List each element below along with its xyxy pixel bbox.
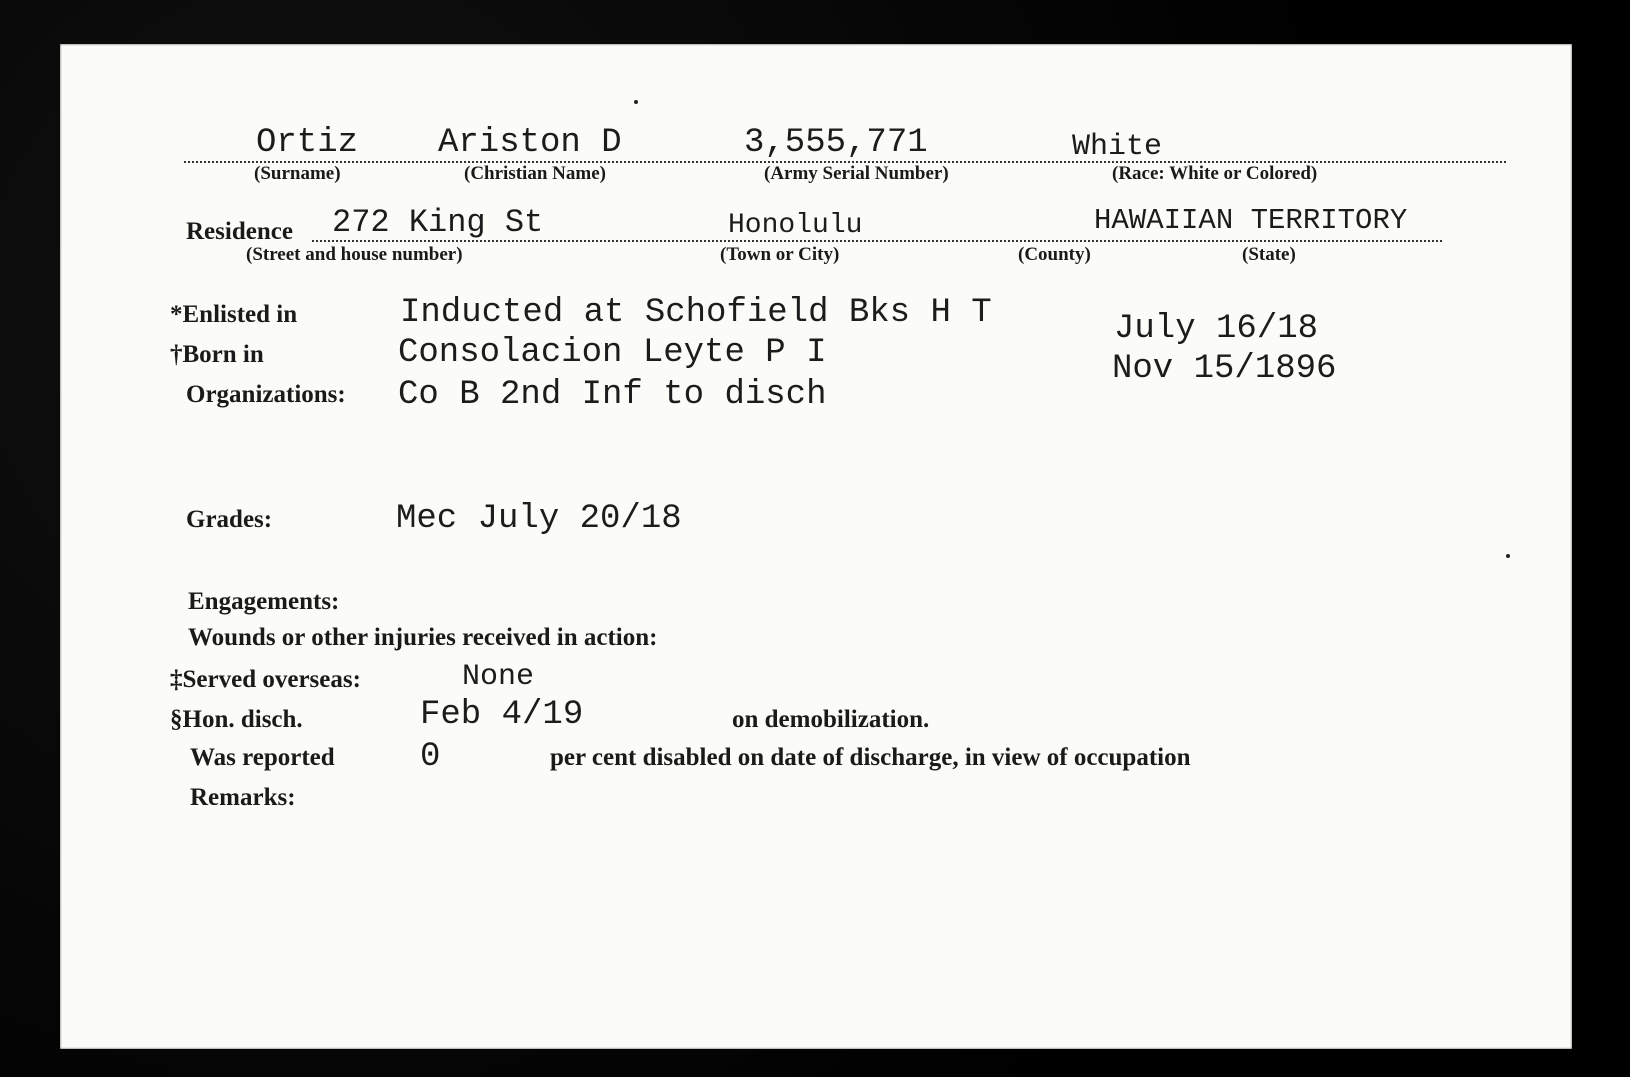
surname-value: Ortiz xyxy=(256,124,359,162)
enlisted-date: July 16/18 xyxy=(1114,310,1319,348)
service-record-card xyxy=(60,44,1572,1049)
grades-value: Mec July 20/18 xyxy=(396,500,682,538)
army-serial-number-caption: (Army Serial Number) xyxy=(764,163,949,184)
organizations-value: Co B 2nd Inf to disch xyxy=(398,376,827,414)
residence-town-value: Honolulu xyxy=(728,210,863,241)
scan-speck xyxy=(634,100,638,104)
wounds-label: Wounds or other injuries received in action: xyxy=(188,624,658,651)
enlisted-label: *Enlisted in xyxy=(170,301,298,328)
race-caption: (Race: White or Colored) xyxy=(1112,163,1318,184)
scan-speck xyxy=(1506,554,1510,558)
hon-disch-value: Feb 4/19 xyxy=(420,696,584,734)
town-caption: (Town or City) xyxy=(720,244,840,265)
born-label: †Born in xyxy=(170,341,264,368)
state-caption: (State) xyxy=(1242,244,1296,265)
organizations-label: Organizations: xyxy=(186,381,346,408)
remarks-label: Remarks: xyxy=(190,784,296,811)
disability-percent-value: 0 xyxy=(420,738,441,776)
race-value: White xyxy=(1072,130,1163,164)
served-overseas-value: None xyxy=(462,660,535,694)
was-reported-suffix: per cent disabled on date of discharge, in view of occupation xyxy=(550,744,1191,771)
residence-state-value: HAWAIIAN TERRITORY xyxy=(1094,204,1408,237)
hon-disch-suffix: on demobilization. xyxy=(732,706,930,733)
residence-dotted-line xyxy=(312,240,1442,242)
engagements-label: Engagements: xyxy=(188,588,340,615)
born-value: Consolacion Leyte P I xyxy=(398,334,827,372)
served-overseas-label: ‡Served overseas: xyxy=(170,666,361,693)
was-reported-label: Was reported xyxy=(190,744,335,771)
residence-street-value: 272 King St xyxy=(332,204,544,241)
surname-caption: (Surname) xyxy=(254,163,341,184)
enlisted-value: Inducted at Schofield Bks H T xyxy=(400,294,992,332)
street-caption: (Street and house number) xyxy=(246,244,463,265)
residence-label: Residence xyxy=(186,218,293,245)
christian-name-caption: (Christian Name) xyxy=(464,163,606,184)
christian-name-value: Ariston D xyxy=(438,124,622,162)
grades-label: Grades: xyxy=(186,506,273,533)
born-date: Nov 15/1896 xyxy=(1112,350,1337,388)
army-serial-number-value: 3,555,771 xyxy=(744,124,928,162)
hon-disch-label: §Hon. disch. xyxy=(170,706,303,733)
county-caption: (County) xyxy=(1018,244,1091,265)
